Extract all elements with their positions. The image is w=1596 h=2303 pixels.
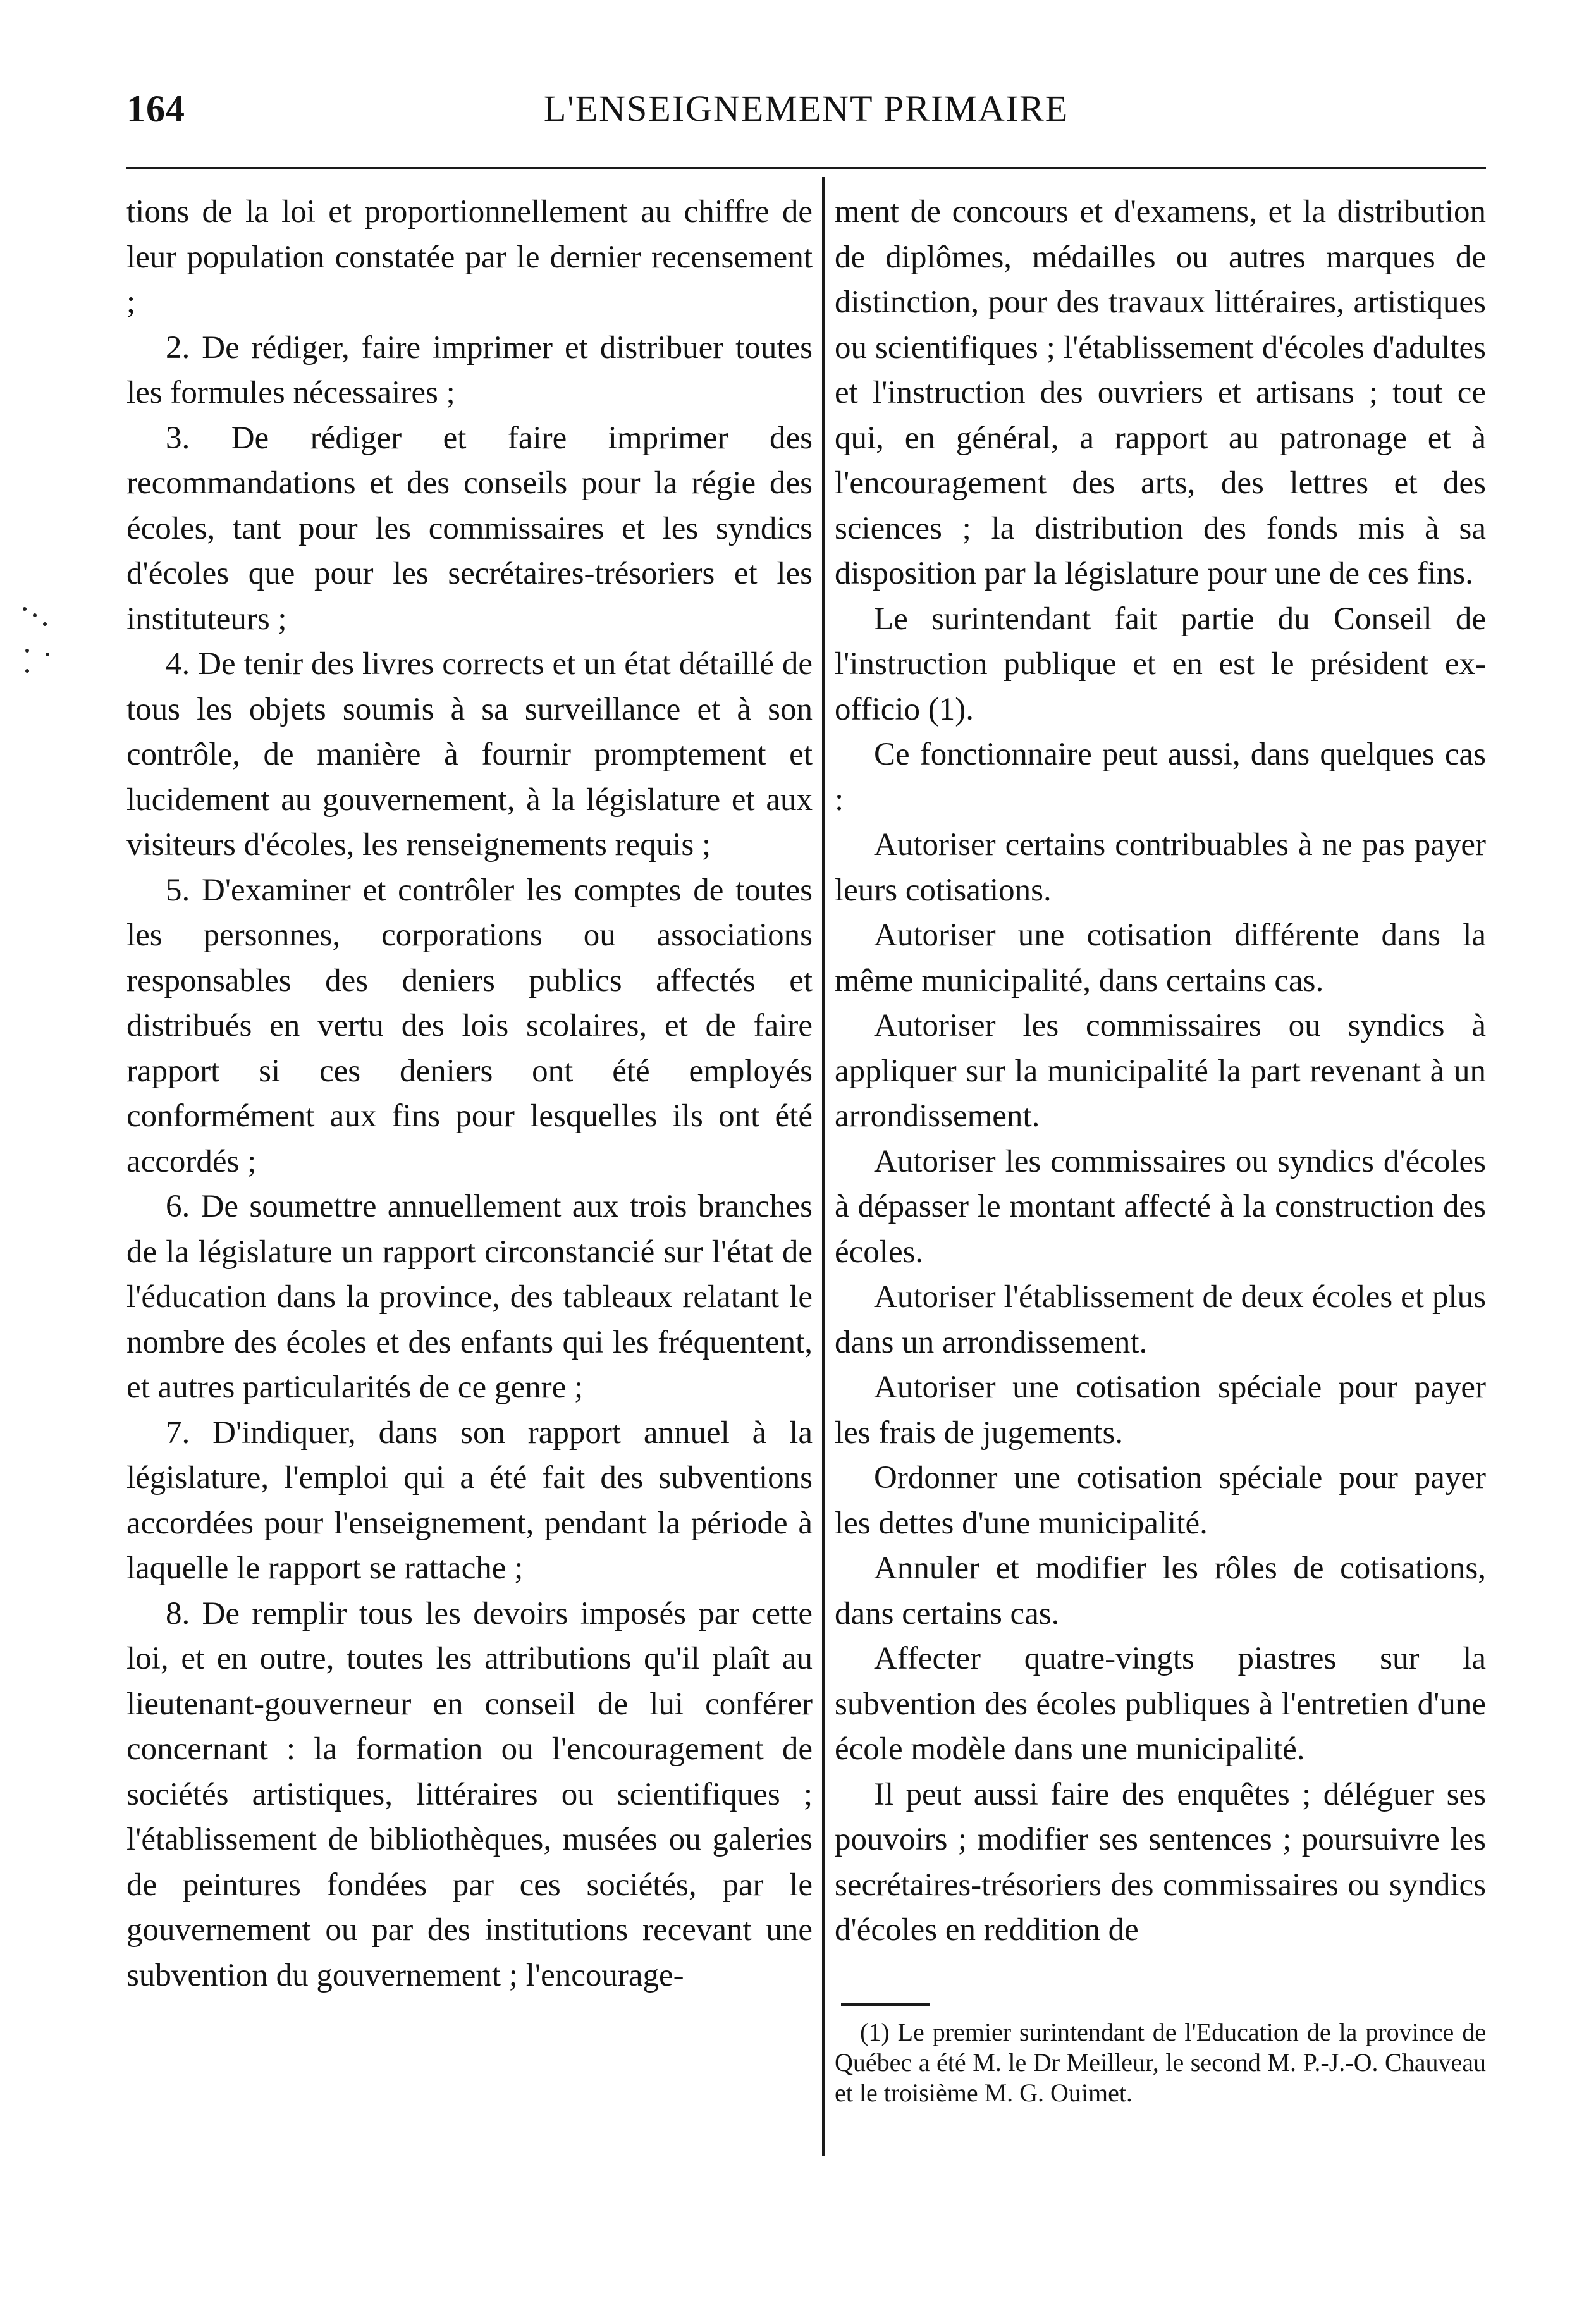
paragraph: tions de la loi et proportionnellement au chiffre de leur population constatée par le dernier recensement ; [126,194,813,320]
left-column [126,190,813,1998]
header-rule [126,167,1486,169]
paragraph: 3. De rédiger et faire imprimer des recommandations et des conseils pour la régie des écoles, tant pour les commissaires et les syndics d'écoles que pour les secrétaires-trésoriers et les instituteurs ; [126,420,813,637]
paragraph: 4. De tenir des livres corrects et un état détaillé de tous les objets soumis à sa surveillance et à son contrôle, de manière à fournir promptement et lucidement au gouvernement, à la législature et aux visiteurs d'écoles, les renseignements requis ; [126,646,813,863]
paragraph: Il peut aussi faire des enquêtes ; déléguer ses pouvoirs ; modifier ses sentences ; poursuivre les secrétaires-trésoriers des commissaires ou syndics d'écoles en reddition de [835,1776,1486,1948]
paragraph: Autoriser une cotisation spéciale pour payer les frais de jugements. [835,1370,1486,1451]
paragraph: 5. D'examiner et contrôler les comptes de toutes les personnes, corporations ou associations responsables des deniers publics affectés et distribués en vertu des lois scolaires, et de faire rapport si ces deniers ont été employés conformément aux fins pour lesquelles ils ont été accordés ; [126,872,813,1179]
paragraph: 6. De soumettre annuellement aux trois branches de la législature un rapport circonstancié sur l'état de l'éducation dans la province, des tableaux relatant le nombre des écoles et des enfants qui les fréquentent, et autres particularités de ce genre ; [126,1189,813,1405]
footnote-rule [841,2003,930,2006]
paragraph: 7. D'indiquer, dans son rapport annuel à la législature, l'emploi qui a été fait des subventions accordées pour l'enseignement, pendant la période à laquelle le rapport se rattache ; [126,1415,813,1586]
paragraph: Autoriser une cotisation différente dans la même municipalité, dans certains cas. [835,918,1486,998]
column-rule [822,177,825,2156]
paragraph: Le surintendant fait partie du Conseil de l'instruction publique et en est le président ex-officio (1). [835,601,1486,727]
footnotes [835,2017,1486,2108]
paragraph: ment de concours et d'examens, et la distribution de diplômes, médailles ou autres marques de distinction, pour des travaux littéraires, artistiques ou scientifiques ; l'établissement d'écoles d'adultes et l'instruction des ouvriers et artisans ; tout ce qui, en général, a rapport au patronage et à l'encouragement des arts, des lettres et des sciences ; la distribution des fonds mis à sa disposition par la législature pour une de ces fins. [835,194,1486,591]
paragraph: Annuler et modifier les rôles de cotisations, dans certains cas. [835,1551,1486,1631]
running-title: L'ENSEIGNEMENT PRIMAIRE [543,88,1069,129]
page-number: 164 [126,88,185,130]
paragraph: Ce fonctionnaire peut aussi, dans quelques cas : [835,737,1486,818]
paragraph: Autoriser l'établissement de deux écoles et plus dans un arrondissement. [835,1279,1486,1360]
paragraph: Autoriser les commissaires ou syndics à appliquer sur la municipalité la part revenant à un arrondissement. [835,1008,1486,1134]
footnote-1: (1) Le premier surintendant de l'Education de la province de Québec a été M. le Dr Meilleur, le second M. P.-J.-O. Chauveau et le troisième M. G. Ouimet. [835,2018,1486,2107]
paragraph: 8. De remplir tous les devoirs imposés par cette loi, et en outre, toutes les attributions qu'il plaît au lieutenant-gouverneur en conseil de lui conférer concernant : la formation ou l'encouragement de sociétés artistiques, littéraires ou scientifiques ; l'établissement de bibliothèques, musées ou galeries de peintures fondées par ces sociétés, par le gouvernement ou par des institutions recevant une subvention du gouvernement ; l'encourage- [126,1595,813,1993]
paragraph: Affecter quatre-vingts piastres sur la subvention des écoles publiques à l'entretien d'une école modèle dans une municipalité. [835,1641,1486,1767]
paragraph: Ordonner une cotisation spéciale pour payer les dettes d'une municipalité. [835,1460,1486,1541]
paragraph: Autoriser les commissaires ou syndics d'écoles à dépasser le montant affecté à la construction des écoles. [835,1143,1486,1270]
margin-specks [14,594,52,677]
paragraph: 2. De rédiger, faire imprimer et distribuer toutes les formules nécessaires ; [126,329,813,410]
right-column [835,190,1486,1953]
paragraph: Autoriser certains contribuables à ne pas payer leurs cotisations. [835,827,1486,908]
page-header [126,87,1486,144]
